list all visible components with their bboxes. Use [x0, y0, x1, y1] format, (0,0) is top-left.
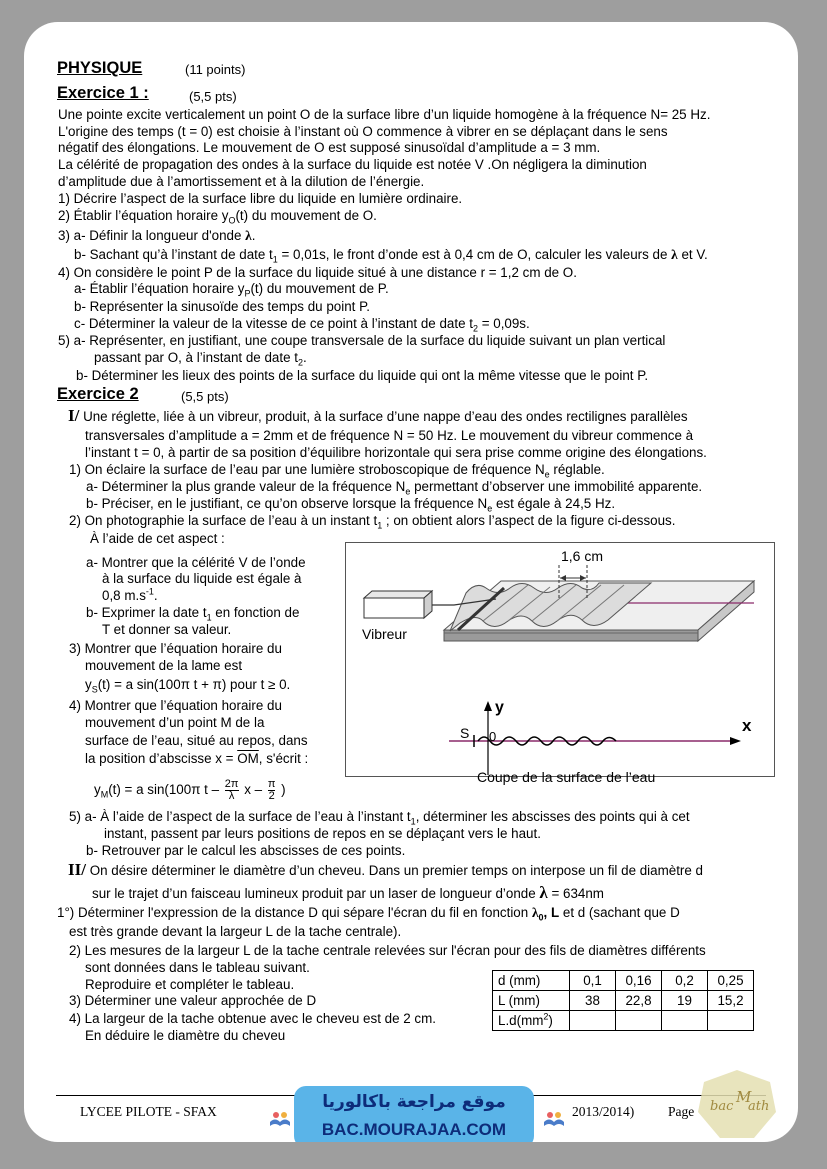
ex1-line: Une pointe excite verticalement un point O de la surface libre d’un liquide homogène à la fréquence N= 25 Hz. — [58, 107, 711, 122]
ex1-q4b: b- Représenter la sinusoïde des temps du point P. — [74, 299, 371, 314]
table-cell: 0,25 — [708, 971, 754, 991]
ex2-q3-equation: $y_S(t) = a$ sin(100π t + π) pour t ≥ 0. — [85, 677, 291, 695]
ex2-q1a: a- Déterminer la plus grande valeur de la fréquence $N_e$ permettant d’observer une immobilité apparente. — [86, 479, 703, 497]
table-cell: 19 — [662, 991, 708, 1011]
origin-label: 0 — [489, 729, 497, 744]
ex1-line: La célérité de propagation des ondes à la surface du liquide est notée V .On négligera la diminution — [58, 157, 647, 172]
table-cell: 0,16 — [616, 971, 662, 991]
svg-text:bac: bac — [710, 1099, 734, 1114]
ex2-q4-cont: surface de l’eau, situé au repos, dans — [85, 733, 308, 748]
exam-page — [24, 22, 798, 1142]
wavelength-label: 1,6 cm — [561, 548, 604, 564]
table-cell: 38 — [570, 991, 616, 1011]
vibreur-box — [364, 598, 424, 618]
x-axis-label: x — [742, 716, 752, 735]
book-logo-icon — [539, 1104, 569, 1134]
ex2-line: transversales d’amplitude a = 2mm et de fréquence N = 50 Hz. Le mouvement du vibreur commence à — [85, 428, 694, 443]
ex2-q3: 3) Montrer que l’équation horaire du — [69, 641, 282, 656]
row-label: L (mm) — [493, 991, 570, 1011]
exercise-1-points: (5,5 pts) — [189, 89, 237, 104]
ex2-q2: 2) On photographie la surface de l’eau à un instant $t_1$ ; on obtient alors l’aspect de la figure ci-dessous. — [69, 513, 676, 531]
ex2-q5a-cont: instant, passent par leurs positions de repos en se déplaçant vers le haut. — [104, 826, 541, 841]
table-row — [493, 971, 754, 991]
ex2-p4: 4) La largeur de la tache obtenue avec le cheveu est de 2 cm. — [69, 1011, 436, 1026]
table-row — [493, 991, 754, 1011]
ex1-q4a: a- Établir l’équation horaire $y_P(t)$ du mouvement de P. — [74, 281, 389, 299]
table-cell — [570, 1011, 616, 1031]
section-points: (11 points) — [185, 62, 246, 77]
ex2-q3-cont: mouvement de la lame est — [85, 658, 243, 673]
book-logo-icon — [265, 1104, 295, 1134]
svg-text:M: M — [736, 1088, 752, 1106]
footer-page: Page — [668, 1104, 695, 1119]
ex2-q4-cont: la position d’abscisse $x = \overline{OM}$, s'écrit : — [85, 751, 309, 766]
table-cell: 0,2 — [662, 971, 708, 991]
badge-arabic: موقع مراجعة باكالوريا — [322, 1092, 506, 1112]
ex2-q4: 4) Montrer que l’équation horaire du — [69, 698, 282, 713]
ex1-q4c: c- Déterminer la valeur de la vitesse de ce point à l’instant de date $t_2 = 0,09s$. — [74, 316, 530, 334]
row-label: d (mm) — [493, 971, 570, 991]
table-cell: 15,2 — [708, 991, 754, 1011]
row-label: $L.d(mm^2)$ — [493, 1011, 570, 1031]
ex2-q4-equation: $y_M(t) = a$ sin(100π t – $\frac{2\pi}{\lambda}$ x – $\frac{\pi}{2}$ ) — [94, 778, 286, 802]
ex2-q5b: b- Retrouver par le calcul les abscisses de ces points. — [86, 843, 406, 858]
ex1-line: négatif des élongations. Le mouvement de O est supposé sinusoïdal d’amplitude a = 3 mm. — [58, 140, 601, 155]
ex2-p1-cont: est très grande devant la largeur L de la tache centrale). — [69, 924, 402, 939]
table-row — [493, 1011, 754, 1031]
ex1-q4: 4) On considère le point P de la surface du liquide situé à une distance r = 1,2 cm de O. — [58, 265, 577, 280]
y-axis-label: y — [495, 699, 504, 716]
exercise-2-points: (5,5 pts) — [181, 389, 229, 404]
table-cell — [616, 1011, 662, 1031]
table-cell: 22,8 — [616, 991, 662, 1011]
badge-url[interactable]: BAC.MOURAJAA.COM — [321, 1120, 507, 1139]
ex2-q2b: b- Exprimer la date $t_1$ en fonction de — [86, 605, 300, 623]
source-label: S — [460, 725, 470, 741]
measurement-table — [492, 970, 754, 1031]
bac-math-logo-icon — [696, 1068, 778, 1140]
ex2-p4-cont: En déduire le diamètre du cheveu — [85, 1028, 286, 1043]
ex1-q3a: 3) a- Définir la longueur d'onde λ. — [58, 228, 256, 243]
ex2-p1: 1°) Déterminer l'expression de la distance D qui sépare l'écran du fil en fonction $\lambda_0$, L et d (sachant que D — [57, 905, 680, 923]
ex2-q2a: a- Montrer que la célérité V de l’onde — [86, 555, 306, 570]
table-cell — [708, 1011, 754, 1031]
exercise-2-title: Exercice 2 — [57, 385, 139, 403]
exercise-1-title: Exercice 1 : — [57, 84, 149, 102]
ex2-q2b-cont: T et donner sa valeur. — [102, 622, 232, 637]
ripple-tank-drawing — [346, 543, 774, 776]
ex2-q2a-value: 0,8 $m.s^{-1}$. — [102, 586, 158, 603]
ex2-q4-cont: mouvement d’un point M de la — [85, 715, 265, 730]
footer-school: LYCEE PILOTE - SFAX — [80, 1104, 217, 1119]
section-title: PHYSIQUE — [57, 59, 143, 77]
ex2-q1b: b- Préciser, en le justifiant, ce qu’on observe lorsque la fréquence $N_e$ est égale à 24,5 Hz. — [86, 496, 616, 514]
footer-year: 2013/2014) — [572, 1104, 635, 1119]
ripple-tank-figure — [345, 542, 775, 785]
ex2-p3: 3) Déterminer une valeur approchée de D — [69, 993, 317, 1008]
ex2-part2-intro: II/ On désire déterminer le diamètre d’un cheveu. Dans un premier temps on interpose un fil de diamètre d — [68, 860, 704, 879]
tank-front — [444, 630, 698, 641]
figure-caption: Coupe de la surface de l’eau — [477, 769, 656, 785]
ex2-q2-aide: À l’aide de cet aspect : — [90, 531, 225, 546]
ex1-q1: 1) Décrire l’aspect de la surface libre du liquide en lumière ordinaire. — [58, 191, 463, 206]
ex2-q5a: 5) a- À l’aide de l’aspect de la surface de l’eau à l’instant $t_1$, déterminer les abscisses des points qui à cet — [69, 809, 690, 827]
site-badge[interactable] — [294, 1086, 534, 1142]
ex2-p2-cont: Reproduire et compléter le tableau. — [85, 977, 295, 992]
vibreur-label: Vibreur — [362, 626, 407, 642]
table-cell — [662, 1011, 708, 1031]
ex2-q2a-cont: à la surface du liquide est égale à — [102, 571, 302, 586]
ex2-p2-cont: sont données dans le tableau suivant. — [85, 960, 310, 975]
ex1-q3b: b- Sachant qu’à l’instant de date $t_1 = 0,01s$, le front d’onde est à 0,4 cm de O, calculer les valeurs de λ et V. — [74, 247, 708, 265]
ex2-part2-line: sur le trajet d’un faisceau lumineux produit par un laser de longueur d’onde λ = 634nm — [92, 883, 604, 902]
ex1-line: d’amplitude due à l’amortissement et à la dilution de l’énergie. — [58, 174, 425, 189]
ex1-line: L'origine des temps (t = 0) est choisie à l’instant où O commence à vibrer en se déplaçant dans le sens — [58, 124, 668, 139]
ex2-part1-intro: I/ Une réglette, liée à un vibreur, produit, à la surface d’une nappe d’eau des ondes rectilignes parallèles — [68, 406, 688, 425]
ex2-p2: 2) Les mesures de la largeur L de la tache centrale relevées sur l'écran pour des fils de diamètres différents — [69, 943, 706, 958]
ex2-q1: 1) On éclaire la surface de l’eau par une lumière stroboscopique de fréquence $N_e$ réglable. — [69, 462, 605, 480]
ex2-line: l’instant t = 0, à partir de sa position d’équilibre horizontale qui sera prise comme origine des élongations. — [85, 445, 707, 460]
ex1-q2: 2) Établir l’équation horaire $y_O(t)$ du mouvement de O. — [58, 208, 377, 226]
ex1-q5a: 5) a- Représenter, en justifiant, une coupe transversale de la surface du liquide suivant un plan vertical — [58, 333, 666, 348]
table-cell: 0,1 — [570, 971, 616, 991]
ex1-q5a-cont: passant par O, à l’instant de date $t_2$. — [94, 350, 307, 368]
svg-text:ath: ath — [748, 1099, 770, 1114]
ex1-q5b: b- Déterminer les lieux des points de la surface du liquide qui ont la même vitesse que le point P. — [76, 368, 649, 383]
